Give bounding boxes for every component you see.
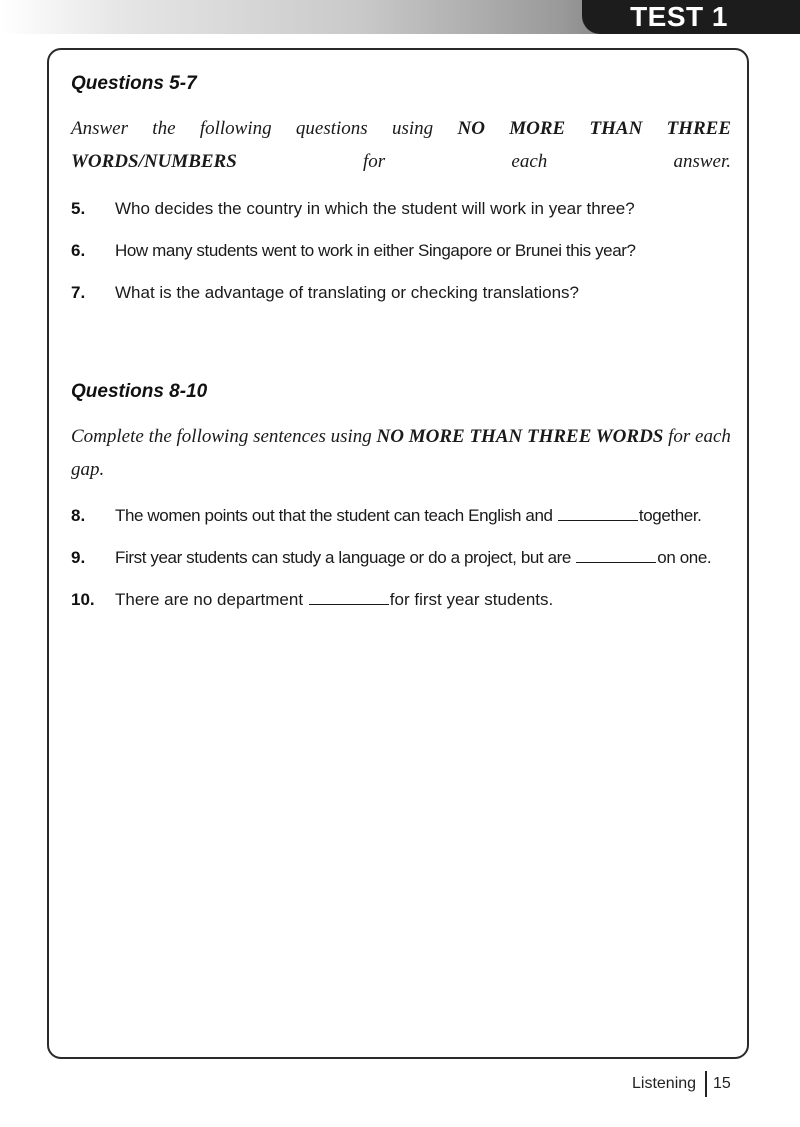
instruction-text: Answer the following questions using bbox=[71, 118, 458, 139]
footer-page-number: 15 bbox=[713, 1075, 731, 1092]
instruction-emphasis: NO MORE THAN THREE WORDS/NUMBERS bbox=[71, 118, 732, 172]
question-text-10 bbox=[115, 590, 553, 610]
section-instruction-5-7 bbox=[71, 112, 731, 178]
sentence-start: The women points out that the student can teach English and bbox=[115, 506, 553, 525]
test-label: TEST 1 bbox=[630, 1, 728, 32]
sentence-start: First year students can study a language or do a project, but are bbox=[115, 548, 571, 567]
sentence-start: There are no department bbox=[115, 590, 304, 609]
section-title-questions-8-10: Questions 8-10 bbox=[71, 381, 208, 402]
sentence-end: for first year students. bbox=[389, 590, 554, 609]
footer-divider bbox=[705, 1071, 707, 1097]
question-text-6: How many students went to work in either Singapore or Brunei this year? bbox=[115, 241, 636, 260]
sentence-end: together. bbox=[638, 506, 702, 525]
section-instruction-8-10 bbox=[71, 420, 731, 486]
question-number-8: 8. bbox=[71, 506, 86, 525]
answer-blank-10[interactable] bbox=[309, 590, 389, 605]
question-number-5: 5. bbox=[71, 199, 86, 218]
question-text-5: Who decides the country in which the student will work in year three? bbox=[115, 199, 635, 218]
footer-section-label: Listening bbox=[632, 1075, 697, 1092]
instruction-text: for each gap. bbox=[71, 426, 731, 480]
sentence-end: on one. bbox=[657, 548, 712, 567]
question-text-9 bbox=[115, 548, 711, 568]
instruction-text: for each answer. bbox=[236, 151, 731, 172]
answer-blank-8[interactable] bbox=[558, 506, 638, 521]
instruction-emphasis: NO MORE THAN THREE WORDS bbox=[376, 426, 664, 447]
question-number-10: 10. bbox=[71, 590, 95, 609]
question-number-7: 7. bbox=[71, 283, 86, 302]
question-text-7: What is the advantage of translating or checking translations? bbox=[115, 283, 579, 302]
answer-blank-9[interactable] bbox=[576, 548, 656, 563]
question-number-9: 9. bbox=[71, 548, 86, 567]
section-title-questions-5-7: Questions 5-7 bbox=[71, 73, 197, 94]
question-text-8 bbox=[115, 506, 702, 526]
instruction-text: Complete the following sentences using bbox=[71, 426, 377, 447]
question-number-6: 6. bbox=[71, 241, 86, 260]
